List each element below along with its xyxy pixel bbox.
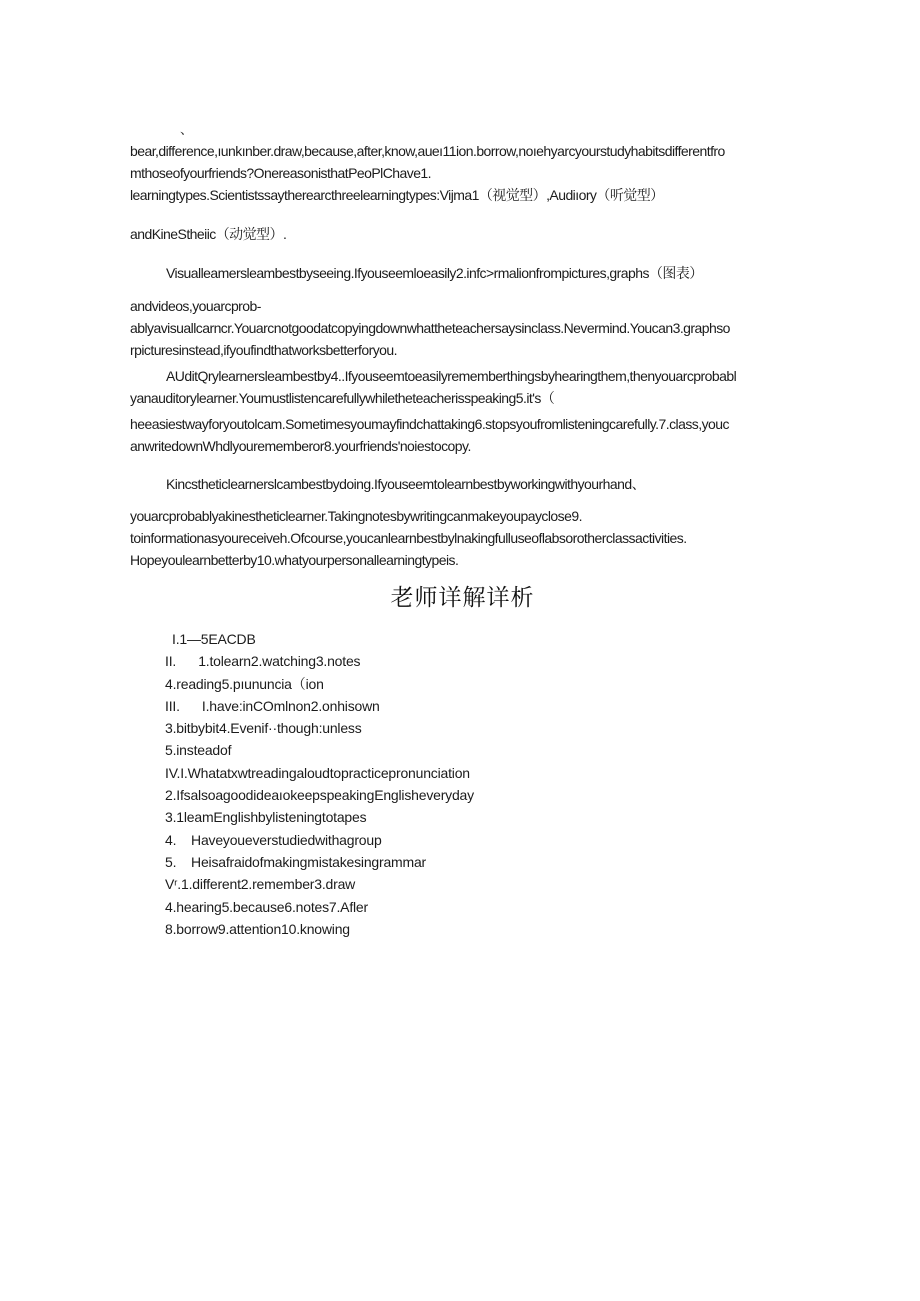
paragraph2-line2: andvideos,youarcprob- xyxy=(130,298,261,314)
answer-line-6: 5.insteadof xyxy=(165,742,232,759)
answer-line-10: 4. Haveyoueverstudiedwithagroup xyxy=(165,831,382,848)
document-body xyxy=(130,120,795,940)
paragraph3-line4: anwritedownWhdlyourememberor8.yourfriends'noiestocopy. xyxy=(130,438,471,454)
paragraph4-line3: toinformationasyoureceiveh.Ofcourse,youcanlearnbestbylnakingfulluseoflabsorotherclassactivities. xyxy=(130,530,687,546)
paragraph3-line2: yanauditorylearner.Youmustlistencarefullywhiletheteacherisspeaking5.it's（ xyxy=(130,390,555,406)
paragraph1-line4: andKineStheiic（动觉型）. xyxy=(130,226,287,242)
paragraph1-line1: bear,difference,ıunkınber.draw,because,after,know,aueı11ion.borrow,noıehyarcyourstudyhabitsdifferentfro xyxy=(130,143,725,159)
answer-line-12: Vʳ.1.different2.remember3.draw xyxy=(165,876,356,893)
answer-line-13: 4.hearing5.because6.notes7.Afler xyxy=(165,898,368,915)
answer-line-4: III. I.have:inCOmlnon2.onhisown xyxy=(165,697,380,714)
answer-line-11: 5. Heisafraidofmakingmistakesingrammar xyxy=(165,853,427,870)
answer-line-8: 2.IfsalsoagoodideaıokeepspeakingEnglisheveryday xyxy=(165,787,474,804)
answer-line-5: 3.bitbybit4.Evenif··though:unless xyxy=(165,720,362,737)
paragraph1-line3: learningtypes.Scientistssaytherearcthreelearningtypes:Vijma1（视觉型）,Audiıory（听觉型） xyxy=(130,187,664,203)
paragraph2-line1: Visualleamersleambestbyseeing.Ifyouseemloeasily2.infc>rmalionfrompictures,graphs（图表） xyxy=(166,265,703,281)
paragraph2-line4: rpicturesinstead,ifyoufindthatworksbetterforyou. xyxy=(130,342,397,358)
answer-line-14: 8.borrow9.attention10.knowing xyxy=(165,920,350,937)
answer-line-3: 4.reading5.pıununcia（ion xyxy=(165,675,324,692)
answer-line-9: 3.1leamEnglishbylisteningtotapes xyxy=(165,809,367,826)
paragraph4-line4: Hopeyoulearnbetterby10.whatyourpersonallearningtypeis. xyxy=(130,552,459,568)
answer-line-2: II. 1.tolearn2.watching3.notes xyxy=(165,653,361,670)
answer-line-7: IV.I.Whatatxwtreadingaloudtopracticepronunciation xyxy=(165,764,470,781)
answer-key-heading: 老师详解详析 xyxy=(390,585,535,610)
paragraph4-line2: youarcprobablyakinestheticlearner.Takingnotesbywritingcanmakeyoupayclose9. xyxy=(130,508,582,524)
paragraph3-line1: AUditQrylearnersleambestby4..Ifyouseemtoeasilyrememberthingsbyhearingthem,thenyouarcprobabl xyxy=(166,368,737,384)
paragraph3-line3: heeasiestwayforyoutolcam.Sometimesyoumayfindchattaking6.stopsyoufromlisteningcarefully.7.class,youc xyxy=(130,416,729,432)
paragraph1-line2: mthoseofyourfriends?OnereasonisthatPeoPlChave1. xyxy=(130,165,432,181)
answer-key-list xyxy=(165,628,795,940)
stray-punctuation-mark: 、 xyxy=(180,122,193,137)
paragraph2-line3: ablyavisuallcarncr.Youarcnotgoodatcopyingdownwhattheteachersaysinclass.Nevermind.Youcan3.graphso xyxy=(130,320,730,336)
answer-line-1: I.1—5EACDB xyxy=(172,631,256,647)
paragraph4-line1: Kincstheticlearnerslcambestbydoing.Ifyouseemtolearnbestbyworkingwithyourhand、 xyxy=(166,476,646,492)
